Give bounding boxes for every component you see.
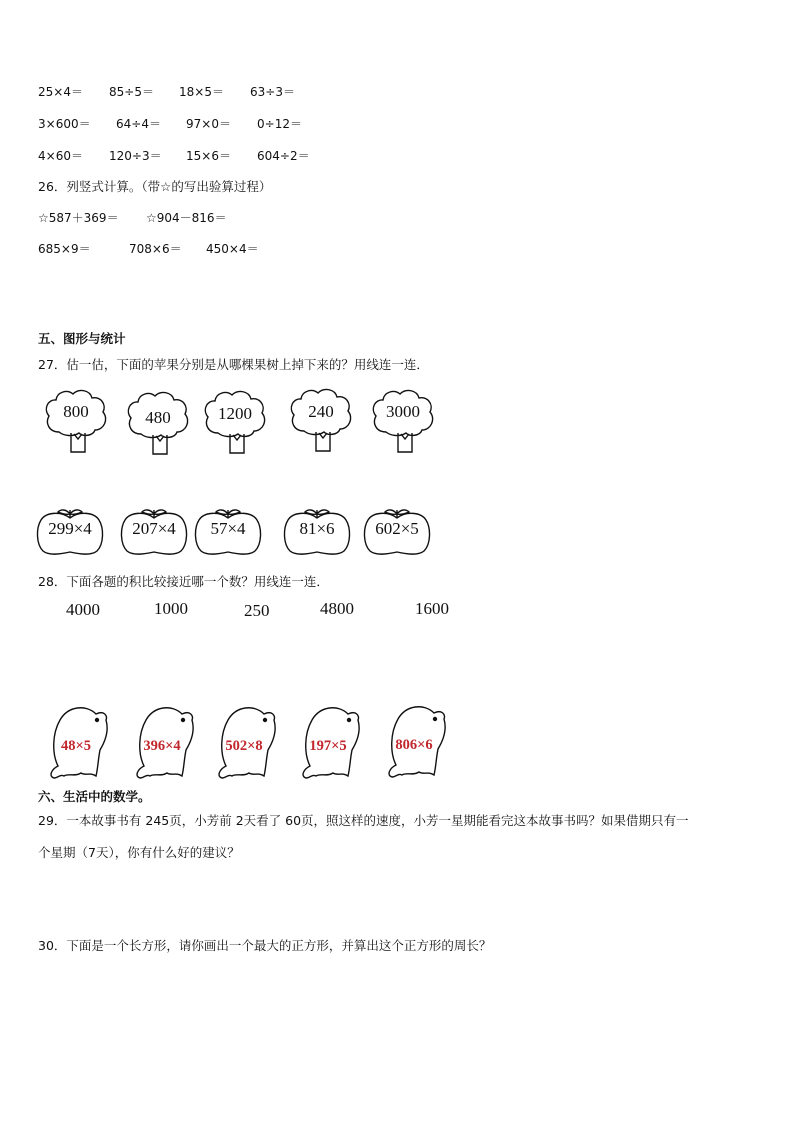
apple-expression: 602×5 — [375, 519, 419, 538]
ghost-expression: 48×5 — [60, 738, 91, 754]
ghost-icon[interactable] — [214, 706, 280, 780]
calc-item: ☆904－816＝ — [146, 211, 227, 225]
ghost-icon[interactable] — [298, 706, 364, 780]
ghost-icon[interactable] — [384, 705, 450, 779]
tree-number: 1200 — [218, 404, 252, 423]
calc-item: 97×0＝ — [186, 117, 231, 131]
calc-item: 64÷4＝ — [116, 117, 161, 131]
tree-icon[interactable] — [370, 388, 436, 454]
calc-item: 3×600＝ — [38, 117, 91, 131]
question-27-title: 27．估一估，下面的苹果分别是从哪棵果树上掉下来的？用线连一连． — [38, 357, 429, 372]
apple-expression: 207×4 — [132, 519, 176, 538]
tree-icon[interactable] — [288, 387, 354, 453]
question-29-line: 29．一本故事书有 245页，小芳前 2天看了 60页，照这样的速度，小芳一星期能看完这本故事书吗？如果借期只有一 — [38, 813, 689, 828]
tree-number: 240 — [308, 402, 334, 421]
apple-icon[interactable] — [363, 506, 431, 556]
ghost-icon[interactable] — [132, 706, 198, 780]
calc-item: 604÷2＝ — [257, 149, 310, 163]
calc-item: 685×9＝ — [38, 242, 91, 256]
ghost-expression: 806×6 — [395, 737, 433, 753]
ghost-expression: 396×4 — [143, 738, 181, 754]
calc-item: ☆587＋369＝ — [38, 211, 119, 225]
calc-item: 25×4＝ — [38, 85, 83, 99]
question-26-title: 26．列竖式计算。（带☆的写出验算过程） — [38, 179, 272, 194]
calc-item: 0÷12＝ — [257, 117, 302, 131]
ghost-icon[interactable] — [46, 706, 112, 780]
calc-item: 63÷3＝ — [250, 85, 295, 99]
tree-icon[interactable] — [202, 389, 268, 455]
tree-icon[interactable] — [43, 388, 109, 454]
tree-icon[interactable] — [125, 390, 191, 456]
apple-expression: 81×6 — [299, 519, 335, 538]
apple-icon[interactable] — [120, 506, 188, 556]
tree-number: 3000 — [386, 402, 420, 421]
calc-item: 450×4＝ — [206, 242, 259, 256]
tree-number: 480 — [145, 408, 171, 427]
calc-item: 85÷5＝ — [109, 85, 154, 99]
apple-icon[interactable] — [36, 506, 104, 556]
section-heading: 五、图形与统计 — [38, 331, 126, 346]
ghost-expression: 502×8 — [225, 738, 263, 754]
target-number[interactable]: 1000 — [154, 599, 188, 618]
calc-item: 708×6＝ — [129, 242, 182, 256]
calc-item: 15×6＝ — [186, 149, 231, 163]
question-28-title: 28．下面各题的积比较接近哪一个数？用线连一连． — [38, 574, 329, 589]
target-number[interactable]: 250 — [244, 601, 270, 620]
question-29-line: 个星期（7天），你有什么好的建议？ — [38, 845, 240, 860]
section-heading: 六、生活中的数学。 — [38, 789, 151, 804]
tree-number: 800 — [63, 402, 89, 421]
calc-item: 4×60＝ — [38, 149, 83, 163]
calc-item: 18×5＝ — [179, 85, 224, 99]
question-30-title: 30．下面是一个长方形，请你画出一个最大的正方形，并算出这个正方形的周长？ — [38, 938, 492, 953]
apple-expression: 57×4 — [210, 519, 246, 538]
calc-item: 120÷3＝ — [109, 149, 162, 163]
target-number[interactable]: 4000 — [66, 600, 100, 619]
target-number[interactable]: 1600 — [415, 599, 449, 618]
apple-icon[interactable] — [283, 506, 351, 556]
ghost-expression: 197×5 — [309, 738, 347, 754]
apple-expression: 299×4 — [48, 519, 92, 538]
target-number[interactable]: 4800 — [320, 599, 354, 618]
apple-icon[interactable] — [194, 506, 262, 556]
